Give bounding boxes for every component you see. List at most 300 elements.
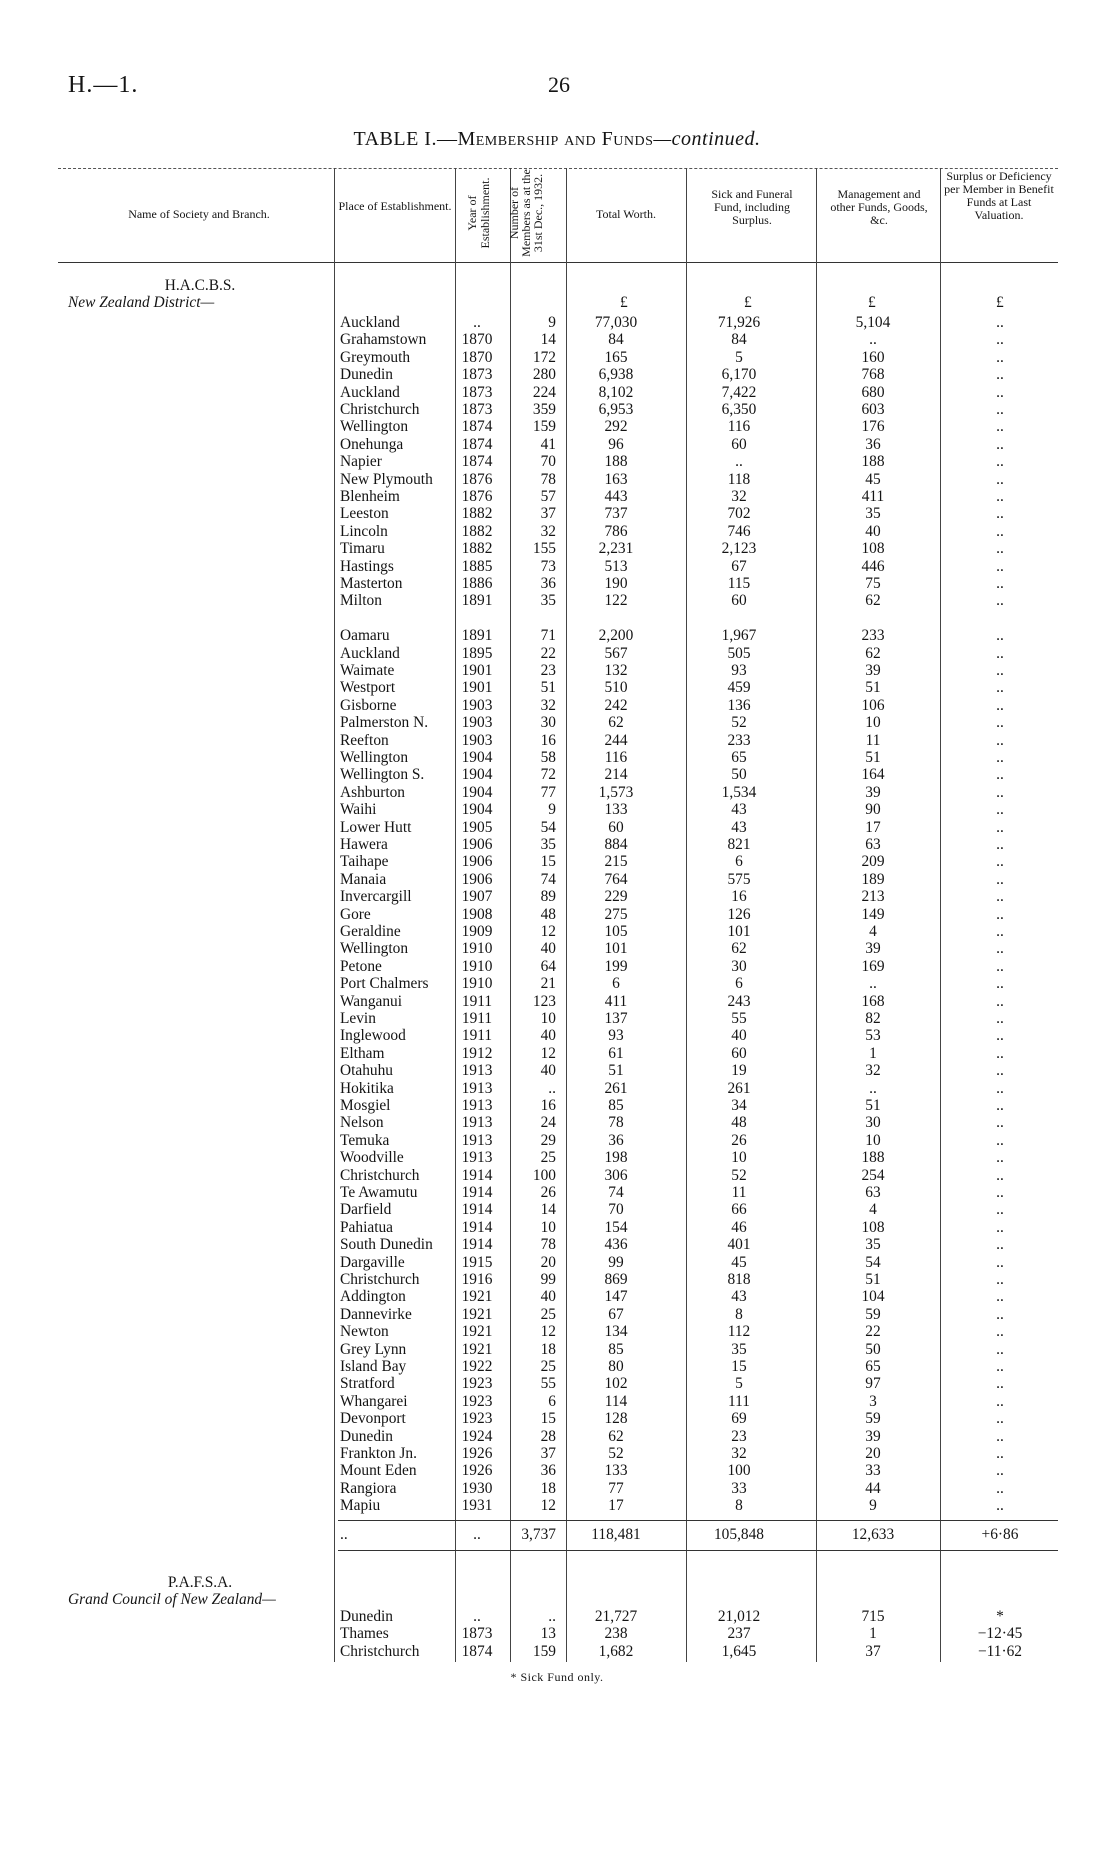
year-cell: 1903 bbox=[461, 696, 493, 714]
place-cell: Levin bbox=[340, 1010, 376, 1027]
members-cell: 48 bbox=[540, 905, 556, 923]
members-cell: 25 bbox=[540, 1149, 556, 1167]
year-cell: 1873 bbox=[461, 1625, 493, 1643]
members-cell: 3,737 bbox=[521, 1526, 556, 1543]
table-row bbox=[0, 1608, 1114, 1625]
management-fund-cell: 176 bbox=[861, 418, 885, 436]
year-cell: 1913 bbox=[461, 1149, 493, 1167]
place-cell: Gisborne bbox=[340, 696, 397, 714]
members-cell: 26 bbox=[540, 1184, 556, 1201]
year-cell: 1904 bbox=[461, 766, 493, 784]
surplus-cell: +6·86 bbox=[981, 1526, 1019, 1543]
table-row bbox=[0, 871, 1114, 888]
year-cell: 1906 bbox=[461, 836, 493, 853]
place-cell: Newton bbox=[340, 1323, 389, 1341]
total-worth-cell: 85 bbox=[608, 1097, 624, 1114]
sick-fund-cell: 746 bbox=[727, 522, 751, 540]
total-worth-cell: 116 bbox=[604, 749, 628, 766]
table-row bbox=[0, 1167, 1114, 1184]
total-worth-cell: 78 bbox=[608, 1114, 624, 1132]
members-cell: 29 bbox=[540, 1131, 556, 1149]
total-worth-cell: 70 bbox=[608, 1201, 624, 1219]
surplus-cell: .. bbox=[996, 731, 1004, 749]
table-row bbox=[0, 436, 1114, 453]
year-cell: 1907 bbox=[461, 888, 493, 906]
sick-fund-cell: 33 bbox=[731, 1479, 747, 1497]
members-cell: 40 bbox=[540, 940, 556, 958]
table-row bbox=[0, 1462, 1114, 1479]
total-worth-cell: 188 bbox=[604, 453, 628, 471]
members-cell: 100 bbox=[532, 1166, 556, 1184]
management-fund-cell: 59 bbox=[865, 1410, 881, 1428]
year-cell: 1904 bbox=[461, 749, 493, 766]
place-cell: Hawera bbox=[340, 836, 388, 853]
sick-fund-cell: 43 bbox=[731, 1288, 747, 1306]
place-cell: Whangarei bbox=[340, 1392, 408, 1410]
year-cell: 1921 bbox=[461, 1288, 493, 1306]
total-worth-cell: 513 bbox=[604, 557, 628, 575]
place-cell: Waihi bbox=[340, 801, 377, 819]
year-cell: 1913 bbox=[461, 1062, 493, 1080]
year-cell: 1921 bbox=[461, 1305, 493, 1323]
surplus-cell: .. bbox=[996, 1375, 1004, 1393]
surplus-cell: .. bbox=[996, 992, 1004, 1010]
place-cell: Hastings bbox=[340, 557, 394, 575]
management-fund-cell: 446 bbox=[861, 557, 885, 575]
table-row bbox=[0, 488, 1114, 505]
surplus-cell: .. bbox=[996, 818, 1004, 836]
management-fund-cell: 189 bbox=[861, 870, 885, 888]
members-cell: 32 bbox=[540, 522, 556, 540]
table-row bbox=[0, 505, 1114, 522]
members-cell: 20 bbox=[540, 1253, 556, 1271]
members-cell: 172 bbox=[532, 348, 556, 366]
sick-fund-cell: 401 bbox=[727, 1236, 751, 1254]
management-fund-cell: 108 bbox=[861, 1218, 885, 1236]
sick-fund-cell: 48 bbox=[731, 1114, 747, 1132]
members-cell: 58 bbox=[540, 749, 556, 766]
year-cell: 1904 bbox=[461, 783, 493, 801]
members-cell: 70 bbox=[540, 453, 556, 471]
sick-fund-cell: 40 bbox=[731, 1027, 747, 1045]
year-cell: 1914 bbox=[461, 1218, 493, 1236]
members-cell: 40 bbox=[540, 1288, 556, 1306]
members-cell: 18 bbox=[540, 1340, 556, 1358]
year-cell: 1874 bbox=[461, 453, 493, 471]
surplus-cell: .. bbox=[996, 1410, 1004, 1428]
year-cell: 1904 bbox=[461, 801, 493, 819]
members-cell: 21 bbox=[540, 975, 556, 993]
management-fund-cell: 35 bbox=[865, 505, 881, 523]
total-worth-cell: 52 bbox=[608, 1445, 624, 1462]
total-worth-cell: 198 bbox=[604, 1149, 628, 1167]
table-row bbox=[0, 349, 1114, 366]
surplus-cell: −11·62 bbox=[977, 1642, 1022, 1660]
total-worth-cell: 154 bbox=[604, 1218, 628, 1236]
year-cell: 1921 bbox=[461, 1323, 493, 1341]
management-fund-cell: 90 bbox=[865, 801, 881, 819]
table-row bbox=[0, 749, 1114, 766]
surplus-cell: .. bbox=[996, 366, 1004, 384]
sick-fund-cell: 233 bbox=[727, 731, 751, 749]
table-row bbox=[0, 1097, 1114, 1114]
year-cell: 1923 bbox=[461, 1392, 493, 1410]
members-cell: 89 bbox=[540, 888, 556, 906]
sick-fund-cell: 575 bbox=[727, 870, 751, 888]
table-row bbox=[0, 766, 1114, 783]
total-worth-cell: 190 bbox=[604, 575, 628, 592]
table-row bbox=[0, 1201, 1114, 1218]
year-cell: 1911 bbox=[461, 992, 493, 1010]
total-worth-cell: 114 bbox=[604, 1392, 628, 1410]
management-fund-cell: 39 bbox=[865, 783, 881, 801]
place-cell: .. bbox=[340, 1526, 348, 1543]
place-cell: Geraldine bbox=[340, 923, 401, 940]
sick-fund-cell: 237 bbox=[727, 1625, 751, 1643]
management-fund-cell: 411 bbox=[861, 488, 885, 505]
total-worth-cell: 102 bbox=[604, 1375, 628, 1393]
year-cell: 1891 bbox=[461, 627, 493, 645]
place-cell: Lincoln bbox=[340, 522, 388, 540]
table-row bbox=[0, 1625, 1114, 1642]
members-cell: 77 bbox=[540, 783, 556, 801]
sick-fund-cell: 60 bbox=[731, 592, 747, 610]
total-worth-cell: 60 bbox=[608, 818, 624, 836]
members-cell: 12 bbox=[540, 923, 556, 940]
year-cell: 1906 bbox=[461, 870, 493, 888]
management-fund-cell: .. bbox=[869, 975, 877, 993]
pound-mgmt: £ bbox=[868, 294, 876, 311]
members-cell: .. bbox=[548, 1079, 556, 1097]
surplus-cell: .. bbox=[996, 348, 1004, 366]
members-cell: 78 bbox=[540, 1236, 556, 1254]
management-fund-cell: 39 bbox=[865, 940, 881, 958]
surplus-cell: .. bbox=[996, 975, 1004, 993]
sick-fund-cell: 65 bbox=[731, 749, 747, 766]
place-cell: Inglewood bbox=[340, 1027, 406, 1045]
surplus-cell: .. bbox=[996, 1427, 1004, 1445]
total-worth-cell: 242 bbox=[604, 696, 628, 714]
table-row bbox=[0, 697, 1114, 714]
table-row bbox=[0, 975, 1114, 992]
surplus-cell: .. bbox=[996, 679, 1004, 697]
place-cell: Dunedin bbox=[340, 1608, 394, 1625]
place-cell: Christchurch bbox=[340, 1271, 420, 1288]
table-row bbox=[0, 331, 1114, 348]
sick-fund-cell: 32 bbox=[731, 1445, 747, 1462]
pound-worth: £ bbox=[620, 294, 628, 311]
year-cell: 1882 bbox=[461, 540, 493, 558]
sick-fund-cell: 60 bbox=[731, 1044, 747, 1062]
total-worth-cell: 67 bbox=[608, 1305, 624, 1323]
total-worth-cell: 74 bbox=[608, 1184, 624, 1201]
total-worth-cell: 118,481 bbox=[591, 1526, 641, 1543]
place-cell: Mount Eden bbox=[340, 1462, 417, 1480]
members-cell: 16 bbox=[540, 731, 556, 749]
place-cell: Grahamstown bbox=[340, 331, 427, 349]
members-cell: 25 bbox=[540, 1305, 556, 1323]
place-cell: New Plymouth bbox=[340, 470, 433, 488]
place-cell: Timaru bbox=[340, 540, 385, 558]
members-cell: 35 bbox=[540, 836, 556, 853]
table-row bbox=[0, 1410, 1114, 1427]
table-row bbox=[0, 471, 1114, 488]
place-cell: Temuka bbox=[340, 1131, 390, 1149]
page-ref: H.—1. bbox=[68, 72, 139, 98]
management-fund-cell: 63 bbox=[865, 1184, 881, 1201]
year-cell: 1913 bbox=[461, 1097, 493, 1114]
surplus-cell: .. bbox=[996, 488, 1004, 505]
table-row bbox=[0, 853, 1114, 870]
total-worth-cell: 764 bbox=[604, 870, 628, 888]
sick-fund-cell: .. bbox=[735, 453, 743, 471]
management-fund-cell: 51 bbox=[865, 679, 881, 697]
surplus-cell: .. bbox=[996, 1462, 1004, 1480]
surplus-cell: .. bbox=[996, 505, 1004, 523]
surplus-cell: .. bbox=[996, 1149, 1004, 1167]
year-cell: 1913 bbox=[461, 1131, 493, 1149]
year-cell: 1926 bbox=[461, 1462, 493, 1480]
header-sick: Sick and Funeral Fund, including Surplus. bbox=[711, 187, 793, 227]
members-cell: 40 bbox=[540, 1062, 556, 1080]
total-worth-cell: 199 bbox=[604, 957, 628, 975]
surplus-cell: .. bbox=[996, 383, 1004, 401]
management-fund-cell: 9 bbox=[869, 1497, 877, 1515]
table-row bbox=[0, 418, 1114, 435]
management-fund-cell: 33 bbox=[865, 1462, 881, 1480]
management-fund-cell: 36 bbox=[865, 435, 881, 453]
sick-fund-cell: 71,926 bbox=[717, 314, 761, 331]
surplus-cell: .. bbox=[996, 470, 1004, 488]
place-cell: Port Chalmers bbox=[340, 975, 429, 993]
management-fund-cell: 12,633 bbox=[851, 1526, 895, 1543]
table-row bbox=[0, 1358, 1114, 1375]
total-worth-cell: 36 bbox=[608, 1131, 624, 1149]
surplus-cell: .. bbox=[996, 1044, 1004, 1062]
management-fund-cell: 75 bbox=[865, 575, 881, 592]
management-fund-cell: 160 bbox=[861, 348, 885, 366]
surplus-cell: .. bbox=[996, 1445, 1004, 1462]
table-row bbox=[0, 1027, 1114, 1044]
total-worth-cell: 261 bbox=[604, 1079, 628, 1097]
surplus-cell: .. bbox=[996, 1271, 1004, 1288]
total-worth-cell: 133 bbox=[604, 1462, 628, 1480]
year-cell: 1876 bbox=[461, 488, 493, 505]
sick-fund-cell: 2,123 bbox=[721, 540, 757, 558]
year-cell: .. bbox=[473, 1608, 481, 1625]
year-cell: 1911 bbox=[461, 1027, 493, 1045]
total-worth-cell: 244 bbox=[604, 731, 628, 749]
total-worth-cell: 292 bbox=[604, 418, 628, 436]
total-worth-cell: 229 bbox=[604, 888, 628, 906]
total-worth-cell: 85 bbox=[608, 1340, 624, 1358]
management-fund-cell: 1 bbox=[869, 1044, 877, 1062]
sick-fund-cell: 111 bbox=[728, 1392, 750, 1410]
sick-fund-cell: 34 bbox=[731, 1097, 747, 1114]
total-worth-cell: 2,200 bbox=[598, 627, 634, 645]
total-worth-cell: 1,573 bbox=[598, 783, 634, 801]
table-row bbox=[0, 888, 1114, 905]
surplus-cell: .. bbox=[996, 905, 1004, 923]
place-cell: Onehunga bbox=[340, 435, 404, 453]
place-cell: Christchurch bbox=[340, 1166, 420, 1184]
sick-fund-cell: 136 bbox=[727, 696, 751, 714]
year-cell: 1874 bbox=[461, 1642, 493, 1660]
management-fund-cell: 54 bbox=[865, 1253, 881, 1271]
year-cell: 1870 bbox=[461, 331, 493, 349]
total-worth-cell: 21,727 bbox=[594, 1608, 638, 1625]
total-top-rule bbox=[338, 1520, 1058, 1521]
year-cell: 1886 bbox=[461, 575, 493, 592]
sick-fund-cell: 66 bbox=[731, 1201, 747, 1219]
management-fund-cell: 715 bbox=[861, 1608, 885, 1625]
place-cell: Reefton bbox=[340, 731, 389, 749]
table-row bbox=[0, 1271, 1114, 1288]
sick-fund-cell: 26 bbox=[731, 1131, 747, 1149]
members-cell: 224 bbox=[532, 383, 556, 401]
surplus-cell: .. bbox=[996, 888, 1004, 906]
members-cell: 359 bbox=[532, 401, 556, 418]
year-cell: 1882 bbox=[461, 522, 493, 540]
header-place: Place of Establishment. bbox=[338, 199, 452, 213]
sick-fund-cell: 101 bbox=[727, 923, 751, 940]
place-cell: Leeston bbox=[340, 505, 389, 523]
year-cell: 1891 bbox=[461, 592, 493, 610]
table-row bbox=[0, 1445, 1114, 1462]
place-cell: Napier bbox=[340, 453, 382, 471]
surplus-cell: .. bbox=[996, 1166, 1004, 1184]
management-fund-cell: 603 bbox=[861, 401, 885, 418]
total-worth-cell: 786 bbox=[604, 522, 628, 540]
members-cell: 37 bbox=[540, 505, 556, 523]
place-cell: Wellington bbox=[340, 749, 409, 766]
total-worth-cell: 6,953 bbox=[598, 401, 634, 418]
surplus-cell: .. bbox=[996, 418, 1004, 436]
place-cell: Ashburton bbox=[340, 783, 405, 801]
table-row bbox=[0, 366, 1114, 383]
surplus-cell: .. bbox=[996, 1323, 1004, 1341]
total-worth-cell: 165 bbox=[604, 348, 628, 366]
members-cell: 15 bbox=[540, 853, 556, 871]
district-grand-council: Grand Council of New Zealand— bbox=[68, 1591, 276, 1608]
members-cell: 159 bbox=[532, 418, 556, 436]
sick-fund-cell: 459 bbox=[727, 679, 751, 697]
total-worth-cell: 84 bbox=[608, 331, 624, 349]
table-row bbox=[0, 940, 1114, 957]
management-fund-cell: 233 bbox=[861, 627, 885, 645]
management-fund-cell: 22 bbox=[865, 1323, 881, 1341]
total-worth-cell: 8,102 bbox=[598, 383, 634, 401]
table-row bbox=[0, 1045, 1114, 1062]
section-pafsa: P.A.F.S.A. bbox=[167, 1574, 233, 1591]
year-cell: 1922 bbox=[461, 1358, 493, 1375]
management-fund-cell: 50 bbox=[865, 1340, 881, 1358]
year-cell: 1873 bbox=[461, 366, 493, 384]
total-worth-cell: 147 bbox=[604, 1288, 628, 1306]
total-worth-cell: 443 bbox=[604, 488, 628, 505]
table-row bbox=[0, 1306, 1114, 1323]
management-fund-cell: 51 bbox=[865, 1271, 881, 1288]
surplus-cell: .. bbox=[996, 836, 1004, 853]
surplus-cell: .. bbox=[996, 1114, 1004, 1132]
surplus-cell: .. bbox=[996, 662, 1004, 679]
year-cell: 1882 bbox=[461, 505, 493, 523]
table-row bbox=[0, 645, 1114, 662]
table-row bbox=[0, 662, 1114, 679]
surplus-cell: .. bbox=[996, 923, 1004, 940]
header-mgmt: Management and other Funds, Goods, &c. bbox=[830, 187, 928, 227]
year-cell: 1914 bbox=[461, 1184, 493, 1201]
table-row bbox=[0, 575, 1114, 592]
year-cell: 1901 bbox=[461, 662, 493, 679]
surplus-cell: .. bbox=[996, 1305, 1004, 1323]
total-worth-cell: 6 bbox=[612, 975, 620, 993]
table-row bbox=[0, 610, 1114, 627]
place-cell: Lower Hutt bbox=[340, 818, 412, 836]
management-fund-cell: 254 bbox=[861, 1166, 885, 1184]
year-cell: 1924 bbox=[461, 1427, 493, 1445]
management-fund-cell: 20 bbox=[865, 1445, 881, 1462]
members-cell: 10 bbox=[540, 1218, 556, 1236]
year-cell: 1913 bbox=[461, 1079, 493, 1097]
table-row bbox=[0, 906, 1114, 923]
sick-fund-cell: 115 bbox=[727, 575, 751, 592]
management-fund-cell: 53 bbox=[865, 1027, 881, 1045]
sick-fund-cell: 818 bbox=[727, 1271, 751, 1288]
place-cell: Wellington bbox=[340, 418, 409, 436]
total-worth-cell: 238 bbox=[604, 1625, 628, 1643]
management-fund-cell: 17 bbox=[865, 818, 881, 836]
total-worth-cell: 6,938 bbox=[598, 366, 634, 384]
table-row bbox=[0, 819, 1114, 836]
sick-fund-cell: 15 bbox=[731, 1358, 747, 1375]
table-row bbox=[0, 1062, 1114, 1079]
surplus-cell: .. bbox=[996, 1079, 1004, 1097]
title-continued: —continued. bbox=[653, 128, 761, 150]
table-row bbox=[0, 1254, 1114, 1271]
sick-fund-cell: 8 bbox=[735, 1497, 743, 1515]
pound-surplus: £ bbox=[996, 294, 1004, 311]
table-row bbox=[0, 1132, 1114, 1149]
members-cell: 32 bbox=[540, 696, 556, 714]
table-row bbox=[0, 714, 1114, 731]
surplus-cell: .. bbox=[996, 1479, 1004, 1497]
sick-fund-cell: 46 bbox=[731, 1218, 747, 1236]
year-cell: .. bbox=[473, 314, 481, 331]
total-worth-cell: 134 bbox=[604, 1323, 628, 1341]
management-fund-cell: 45 bbox=[865, 470, 881, 488]
members-cell: 74 bbox=[540, 870, 556, 888]
place-cell: Wellington bbox=[340, 940, 409, 958]
place-cell: Gore bbox=[340, 905, 371, 923]
members-cell: 18 bbox=[540, 1479, 556, 1497]
management-fund-cell: 680 bbox=[861, 383, 885, 401]
management-fund-cell: 65 bbox=[865, 1358, 881, 1375]
surplus-cell: .. bbox=[996, 592, 1004, 610]
members-cell: 15 bbox=[540, 1410, 556, 1428]
page-number: 26 bbox=[548, 72, 570, 97]
management-fund-cell: 37 bbox=[865, 1642, 881, 1660]
footnote: * Sick Fund only. bbox=[510, 1670, 604, 1684]
title-main: TABLE I.— bbox=[353, 128, 458, 150]
surplus-cell: .. bbox=[996, 1218, 1004, 1236]
sick-fund-cell: 52 bbox=[731, 714, 747, 732]
district-nz: New Zealand District— bbox=[68, 294, 215, 311]
surplus-cell: .. bbox=[996, 522, 1004, 540]
surplus-cell: .. bbox=[996, 331, 1004, 349]
total-worth-cell: 2,231 bbox=[598, 540, 634, 558]
place-cell: Christchurch bbox=[340, 1642, 420, 1660]
